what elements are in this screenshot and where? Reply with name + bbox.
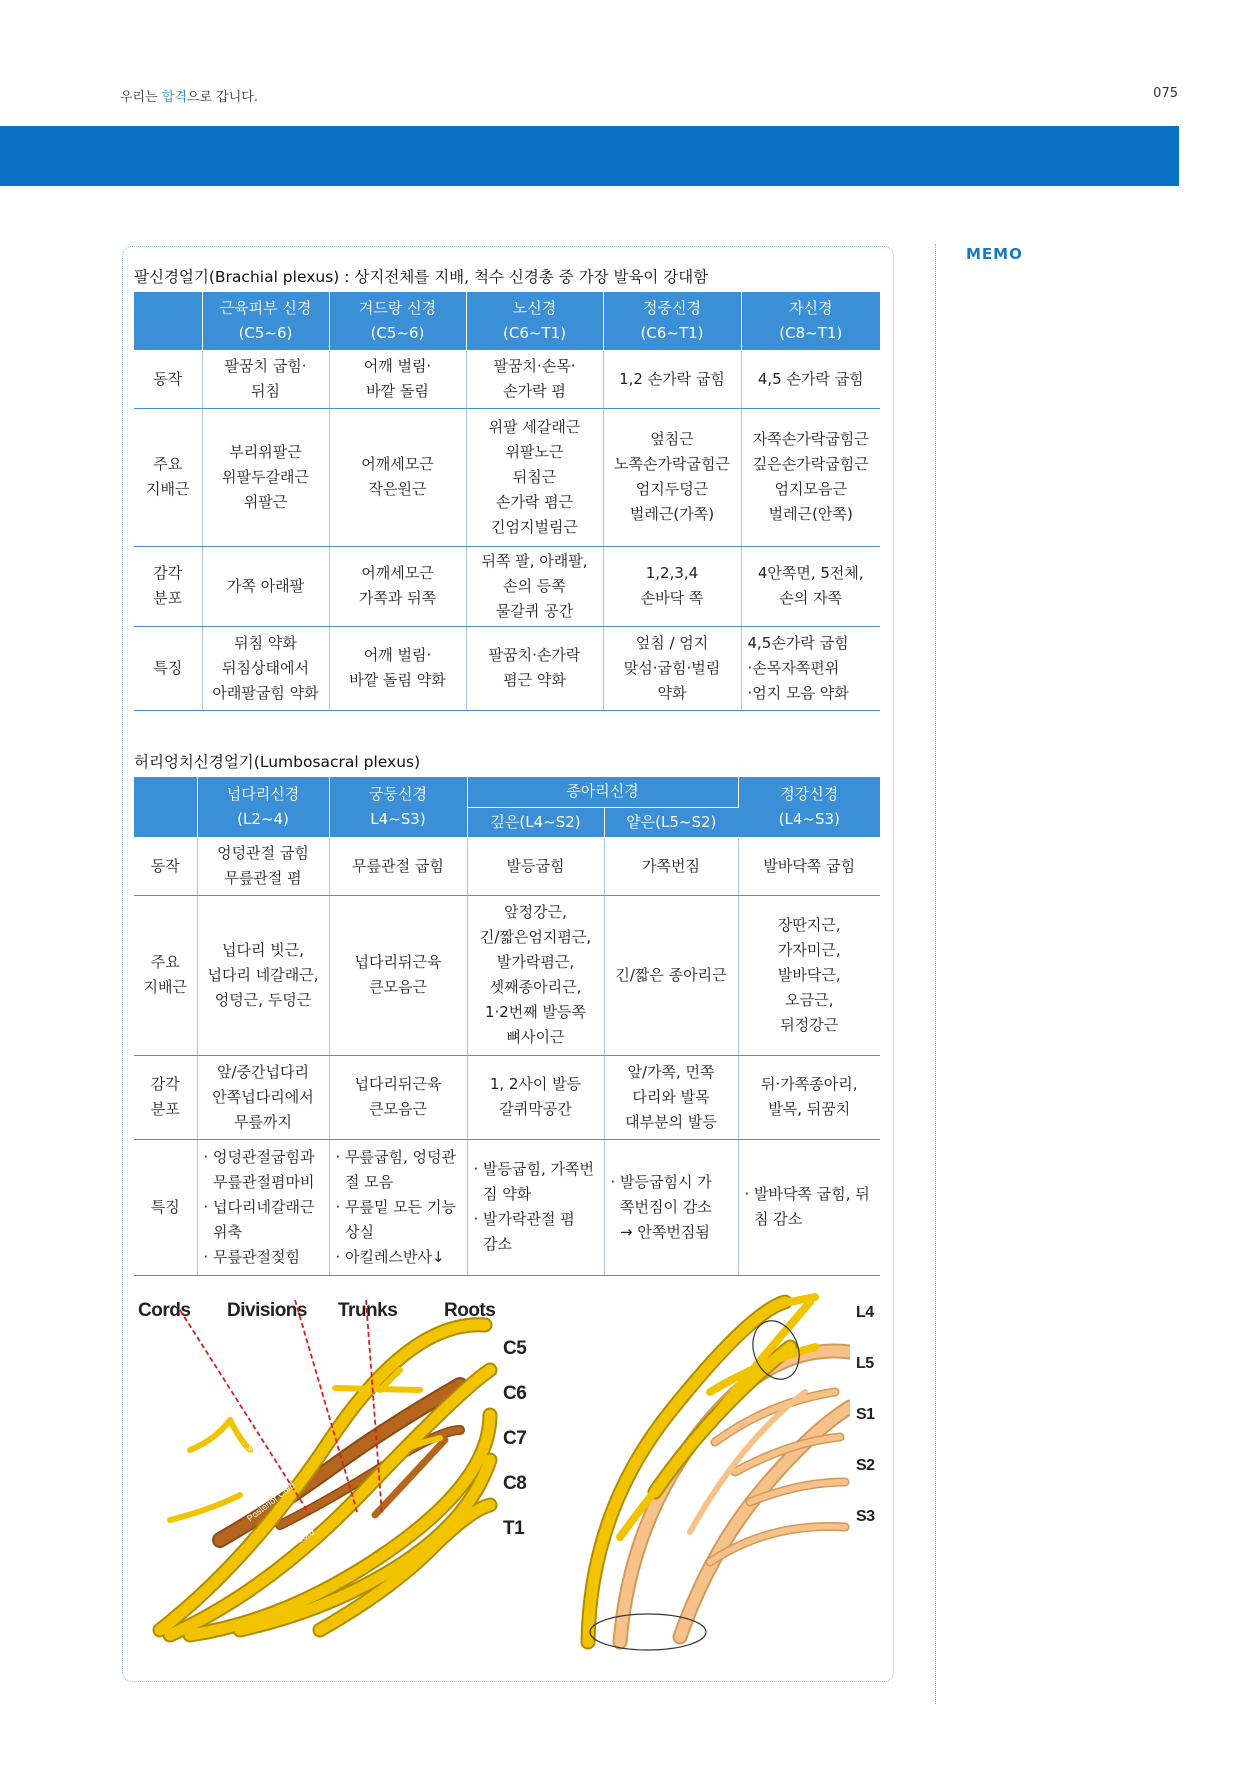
brachial-header-row (134, 292, 880, 350)
label-roots: Roots (444, 1300, 496, 1321)
table-cell: 뒤·가쪽종아리, 발목, 뒤꿈치 (738, 1055, 880, 1139)
lumbosacral-row (134, 837, 880, 895)
table-cell: 어깨 벌림· 바깥 돌림 약화 (329, 626, 466, 710)
cord-label-lateral: Lateral Cord (216, 1439, 259, 1482)
table-cell: 가쪽번짐 (604, 837, 738, 895)
root-label-c7: C7 (503, 1428, 527, 1449)
lumbosacral-subheader-deep: 깊은(L4~S2) (467, 807, 604, 837)
brachial-row (134, 546, 880, 626)
table-cell: · 무릎굽힘, 엉덩관 절 모음 · 무릎밑 모든 기능 상실 · 아킬레스반사↓ (329, 1139, 467, 1275)
table-cell: 위팔 세갈래근 위팔노근 뒤침근 손가락 폄근 긴엄지벌림근 (466, 408, 603, 546)
lumbosacral-header-cell: 넙다리신경 (L2~4) (197, 777, 329, 837)
row-label: 동작 (134, 350, 202, 408)
table-cell: 팔꿈치·손가락 폄근 약화 (466, 626, 603, 710)
table-cell: 앞정강근, 긴/짧은엄지폄근, 발가락폄근, 셋째종아리근, 1·2번째 발등쪽 뼈사이근 (467, 895, 604, 1055)
table-cell: 장딴지근, 가자미근, 발바닥근, 오금근, 뒤정강근 (738, 895, 880, 1055)
header-text: 우리는 (120, 90, 162, 105)
root-label-s2: S2 (856, 1457, 875, 1474)
table-cell: 1,2 손가락 굽힘 (603, 350, 741, 408)
table-cell: 발바닥쪽 굽힘 (738, 837, 880, 895)
table-cell: 1,2,3,4 손바닥 쪽 (603, 546, 741, 626)
header-text-end: 으로 갑니다. (186, 90, 258, 105)
root-label-l4: L4 (856, 1304, 874, 1321)
root-label-s3: S3 (856, 1508, 875, 1525)
memo-divider (935, 244, 936, 1704)
lumbosacral-row (134, 1139, 880, 1275)
header-band (0, 126, 1179, 186)
brachial-header-cell: 정중신경 (C6~T1) (603, 292, 741, 350)
label-trunks: Trunks (338, 1300, 398, 1321)
page-number: 075 (1153, 86, 1178, 101)
brachial-plexus-diagram (130, 1290, 500, 1650)
lumbosacral-table (134, 777, 880, 1276)
brachial-header-corner (134, 292, 202, 350)
brachial-table (134, 292, 880, 711)
table-cell: · 발등굽힘, 가쪽번 짐 약화 · 발가락관절 폄 감소 (467, 1139, 604, 1275)
label-cords: Cords (138, 1300, 191, 1321)
brachial-row (134, 626, 880, 710)
root-label-c5: C5 (503, 1338, 527, 1359)
table-cell: · 발바닥쪽 굽힘, 뒤 침 감소 (738, 1139, 880, 1275)
row-label: 주요 지배근 (134, 895, 197, 1055)
table-cell: 4,5 손가락 굽힘 (741, 350, 880, 408)
root-label-t1: T1 (503, 1518, 525, 1539)
row-label: 동작 (134, 837, 197, 895)
brachial-header-cell: 근육피부 신경 (C5~6) (202, 292, 329, 350)
row-label: 감각 분포 (134, 1055, 197, 1139)
table-cell: 엉덩관절 굽힘 무릎관절 폄 (197, 837, 329, 895)
table-cell: 어깨세모근 가쪽과 뒤쪽 (329, 546, 466, 626)
table-cell: 앞/중간넙다리 안쪽넙다리에서 무릎까지 (197, 1055, 329, 1139)
lumbosacral-header-peroneal: 종아리신경 (467, 777, 738, 807)
cord-label-medial: Medial Cord (269, 1526, 317, 1560)
table-cell: 앞/가쪽, 먼쪽 다리와 발목 대부분의 발등 (604, 1055, 738, 1139)
table-cell: · 발등굽힘시 가 쪽번짐이 감소 → 안쪽번짐됨 (604, 1139, 738, 1275)
row-label: 감각 분포 (134, 546, 202, 626)
table-cell: 넙다리뒤근육 큰모음근 (329, 895, 467, 1055)
table-cell: 무릎관절 굽힘 (329, 837, 467, 895)
memo-label: MEMO (966, 245, 1023, 263)
lumbosacral-header-corner (134, 777, 197, 837)
lumbosacral-header-row (134, 777, 880, 807)
root-label-c8: C8 (503, 1473, 527, 1494)
row-label: 특징 (134, 626, 202, 710)
brachial-header-cell: 자신경 (C8~T1) (741, 292, 880, 350)
table-cell: 어깨세모근 작은원근 (329, 408, 466, 546)
lumbosacral-header-cell: 정강신경 (L4~S3) (738, 777, 880, 837)
table-cell: 가쪽 아래팔 (202, 546, 329, 626)
table-cell: · 엉덩관절굽힘과 무릎관절폄마비 · 넙다리네갈래근 위축 · 무릎관절젖힘 (197, 1139, 329, 1275)
brachial-row (134, 408, 880, 546)
lumbosacral-plexus-diagram (560, 1292, 850, 1652)
brachial-row (134, 350, 880, 408)
table-cell: 뒤침 약화 뒤침상태에서 아래팔굽힘 약화 (202, 626, 329, 710)
table-cell: 긴/짧은 종아리근 (604, 895, 738, 1055)
lumbosacral-row (134, 895, 880, 1055)
brachial-header-cell: 겨드랑 신경 (C5~6) (329, 292, 466, 350)
table-cell: 자쪽손가락굽힘근 깊은손가락굽힘근 엄지모음근 벌레근(안쪽) (741, 408, 880, 546)
running-header (120, 86, 258, 105)
table-cell: 엎침근 노쪽손가락굽힘근 엄지두덩근 벌레근(가쪽) (603, 408, 741, 546)
table-cell: 어깨 벌림· 바깥 돌림 (329, 350, 466, 408)
brachial-header-cell: 노신경 (C6~T1) (466, 292, 603, 350)
table-cell: 팔꿈치·손목· 손가락 폄 (466, 350, 603, 408)
table-cell: 4안쪽면, 5전체, 손의 자쪽 (741, 546, 880, 626)
label-divisions: Divisions (227, 1300, 307, 1321)
lumbosacral-subheader-superficial: 얕은(L5~S2) (604, 807, 738, 837)
table-cell: 넙다리뒤근육 큰모음근 (329, 1055, 467, 1139)
lumbosacral-title: 허리엉치신경얼기(Lumbosacral plexus) (134, 753, 421, 771)
table-cell: 발등굽힘 (467, 837, 604, 895)
table-cell: 1, 2사이 발등 갈퀴막공간 (467, 1055, 604, 1139)
table-cell: 4,5손가락 굽힘 ·손목자쪽편위 ·엄지 모음 약화 (741, 626, 880, 710)
brachial-title: 팔신경얼기(Brachial plexus) : 상지전체를 지배, 척수 신경총 중 가장 발육이 강대함 (134, 268, 709, 286)
lumbosacral-header-cell: 궁둥신경 L4~S3) (329, 777, 467, 837)
lumbosacral-row (134, 1055, 880, 1139)
table-cell: 넙다리 빗근, 넙다리 네갈래근, 엉덩근, 두덩근 (197, 895, 329, 1055)
root-label-s1: S1 (856, 1406, 875, 1423)
header-highlight: 합격 (161, 90, 187, 105)
root-label-c6: C6 (503, 1383, 527, 1404)
root-label-l5: L5 (856, 1355, 874, 1372)
row-label: 특징 (134, 1139, 197, 1275)
cord-label-posterior: Posterior Cord (245, 1479, 297, 1524)
table-cell: 엎침 / 엄지 맞섬·굽힘·벌림 약화 (603, 626, 741, 710)
table-cell: 뒤쪽 팔, 아래팔, 손의 등쪽 물갈퀴 공간 (466, 546, 603, 626)
row-label: 주요 지배근 (134, 408, 202, 546)
table-cell: 팔꿈치 굽힘· 뒤침 (202, 350, 329, 408)
table-cell: 부리위팔근 위팔두갈래근 위팔근 (202, 408, 329, 546)
